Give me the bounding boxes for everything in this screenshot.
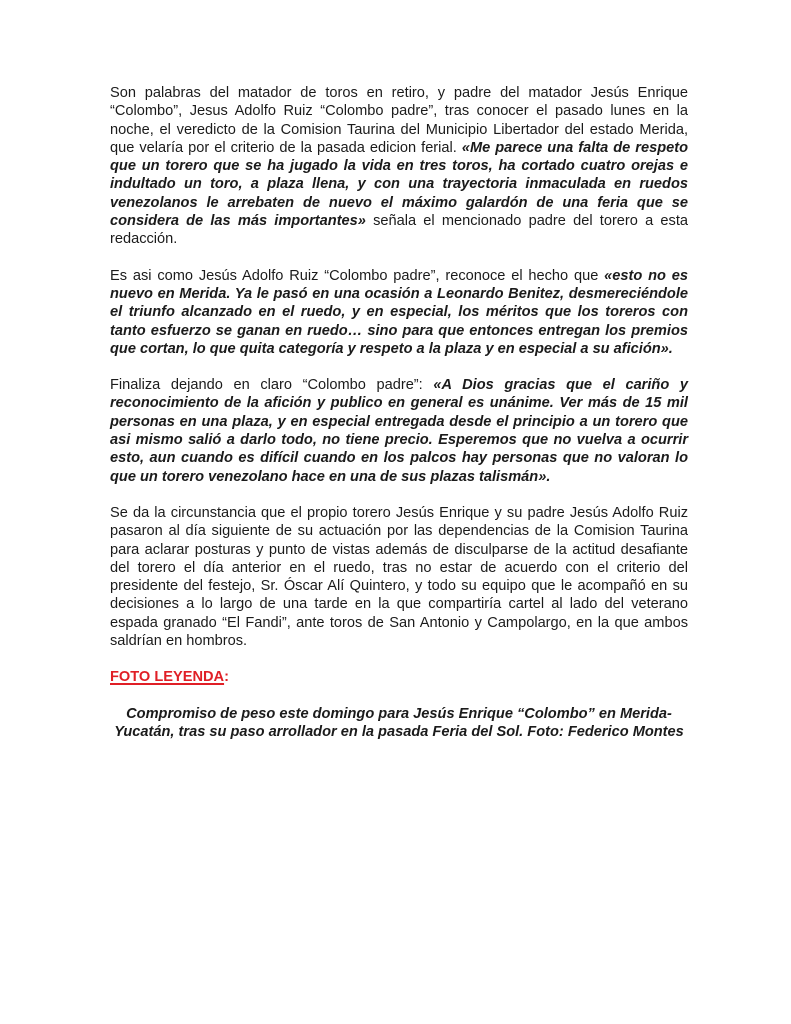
paragraph-3-intro: Finaliza dejando en claro “Colombo padre”: — [110, 377, 434, 394]
foto-leyenda-colon: : — [224, 669, 229, 686]
paragraph-4 — [110, 504, 688, 650]
foto-leyenda-label: FOTO LEYENDA — [110, 669, 225, 686]
paragraph-1-quote: «Me parece una falta de respeto que un torero que se ha jugado la vida en tres toros, ha cortado cuatro orejas e indultado un toro, a plaza llena, y con una trayectoria inmaculada en ruedos venezolanos le arrebaten de nuevo el máximo galardón de una feria que se considera de las más importantes» — [110, 139, 689, 230]
paragraph-1-outro: señala el mencionado padre del torero a esta redacción. — [110, 213, 688, 248]
photo-caption-line-1: Compromiso de peso este domingo para Jesús Enrique “Colombo” en Merida- — [126, 705, 672, 722]
photo-caption — [110, 705, 688, 742]
paragraph-3-quote: «A Dios gracias que el cariño y reconocimiento de la afición y publico en general es unánime. Ver más de 15 mil personas en una plaza, y en especial entregada desde el principio a un torero que asi mismo salió a darlo todo, no tiene precio. Esperemos que no vuelva a ocurrir esto, aun cuando es difícil cuando en los palcos hay personas que no valoran lo que un torero venezolano hace en una de sus plazas talismán». — [110, 377, 688, 485]
photo-caption-line-2: Yucatán, tras su paso arrollador en la pasada Feria del Sol. Foto: Federico Montes — [114, 723, 684, 740]
paragraph-2-quote: «esto no es nuevo en Merida. Ya le pasó en una ocasión a Leonardo Benitez, desmereciéndole el triunfo alcanzado en el ruedo, y en especial, los méritos que los toreros con tanto esfuerzo se ganan en ruedo… sino para que entonces entregan los premios que cortan, lo que quita categoría y respeto a la plaza y en especial a su afición». — [110, 267, 688, 357]
paragraph-4-text: Se da la circunstancia que el propio torero Jesús Enrique y su padre Jesús Adolfo Ruiz pasaron al día siguiente de su actuación por las dependencias de la Comision Taurina para aclarar posturas y punto de vistas además de disculparse de la actitud desafiante del torero el día anterior en el ruedo, tras no estar de acuerdo con el criterio del presidente del festejo, Sr. Óscar Alí Quintero, y todo su equipo que le acompañó en su decisiones a lo largo de una tarde en la que compartiría cartel al lado del veterano espada granado “El Fandi”, ante toros de San Antonio y Campolargo, en la que ambos saldrían en hombros. — [110, 504, 688, 650]
foto-leyenda-heading — [110, 668, 688, 686]
paragraph-2 — [110, 267, 688, 358]
document-body — [110, 84, 688, 741]
paragraph-1 — [110, 84, 688, 249]
paragraph-3 — [110, 376, 688, 486]
paragraph-2-intro: Es asi como Jesús Adolfo Ruiz “Colombo padre”, reconoce el hecho que — [110, 267, 605, 284]
paragraph-1-intro: Son palabras del matador de toros en retiro, y padre del matador Jesús Enrique “Colombo”, Jesus Adolfo Ruiz “Colombo padre”, tras conocer el pasado lunes en la noche, el veredicto de la Comision Taurina del Municipio Libertador del estado Merida, que velaría por el criterio de la pasada edicion ferial. — [110, 85, 688, 156]
